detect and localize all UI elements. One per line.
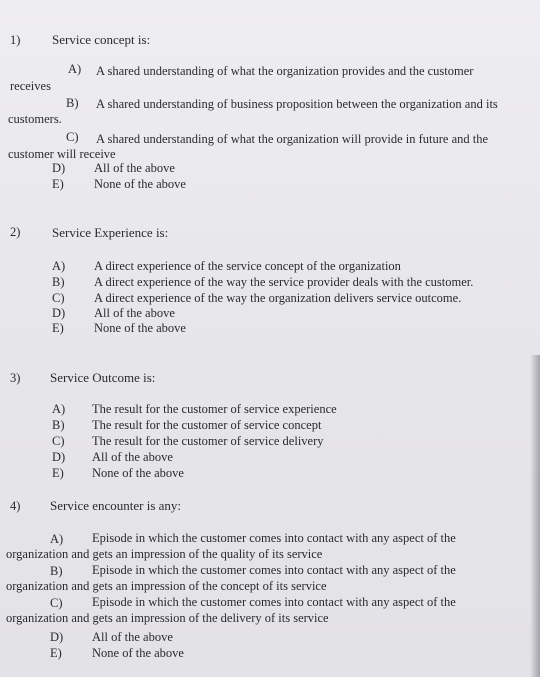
q1-option-d-letter: D) [52, 161, 66, 175]
q1-option-a-continuation: receives [10, 79, 51, 93]
q4-option-e-text: None of the above [92, 646, 184, 660]
question-4-number: 4) [10, 499, 21, 513]
q3-option-d-text: All of the above [92, 450, 173, 464]
question-1-number: 1) [10, 33, 21, 47]
q1-option-a-letter: A) [68, 62, 82, 76]
q4-option-a-continuation: organization and gets an impression of the quality of its service [6, 547, 323, 561]
question-4-stem: Service encounter is any: [50, 498, 182, 513]
q1-option-a-text: A shared understanding of what the organization provides and the customer [96, 64, 474, 78]
q3-option-c-text: The result for the customer of service delivery [92, 434, 324, 448]
q2-option-a-letter: A) [52, 259, 66, 273]
q4-option-a-letter: A) [50, 532, 64, 546]
q2-option-b-text: A direct experience of the way the service provider deals with the customer. [94, 275, 474, 289]
q2-option-e-text: None of the above [94, 321, 186, 335]
q4-option-b-continuation: organization and gets an impression of the concept of its service [6, 579, 327, 593]
q2-option-a-text: A direct experience of the service concept of the organization [94, 259, 401, 273]
q1-option-c-continuation: customer will receive [8, 147, 116, 161]
q4-option-b-letter: B) [50, 564, 63, 578]
q2-option-c-letter: C) [52, 291, 65, 305]
question-1-stem: Service concept is: [52, 32, 151, 47]
q3-option-a-text: The result for the customer of service experience [92, 402, 337, 416]
q2-option-c-text: A direct experience of the way the organization delivers service outcome. [94, 291, 462, 305]
q1-option-b-text: A shared understanding of business proposition between the organization and its [96, 97, 498, 111]
q3-option-b-text: The result for the customer of service concept [92, 418, 322, 432]
question-2-number: 2) [10, 225, 21, 239]
q2-option-d-letter: D) [52, 306, 66, 320]
q1-option-c-text: A shared understanding of what the organization will provide in future and the [96, 132, 489, 146]
q2-option-d-text: All of the above [94, 306, 175, 320]
q3-option-e-letter: E) [52, 466, 64, 480]
q1-option-e-letter: E) [52, 177, 64, 191]
q4-option-a-text: Episode in which the customer comes into contact with any aspect of the [92, 531, 456, 545]
q4-option-c-text: Episode in which the customer comes into contact with any aspect of the [92, 595, 456, 609]
q4-option-d-text: All of the above [92, 630, 173, 644]
q4-option-d-letter: D) [50, 630, 64, 644]
q4-option-c-continuation: organization and gets an impression of the delivery of its service [6, 611, 329, 625]
q1-option-c-letter: C) [66, 130, 79, 144]
page-edge-shadow [530, 355, 540, 677]
q3-option-b-letter: B) [52, 418, 65, 432]
q3-option-d-letter: D) [52, 450, 66, 464]
q4-option-b-text: Episode in which the customer comes into contact with any aspect of the [92, 563, 456, 577]
q4-option-e-letter: E) [50, 646, 62, 660]
question-3-number: 3) [10, 371, 21, 385]
q2-option-e-letter: E) [52, 321, 64, 335]
q4-option-c-letter: C) [50, 596, 63, 610]
q3-option-e-text: None of the above [92, 466, 184, 480]
question-2-stem: Service Experience is: [52, 225, 169, 240]
q1-option-b-continuation: customers. [8, 112, 62, 126]
q3-option-a-letter: A) [52, 402, 66, 416]
q1-option-b-letter: B) [66, 96, 79, 110]
q1-option-d-text: All of the above [94, 161, 175, 175]
q2-option-b-letter: B) [52, 275, 65, 289]
question-3-stem: Service Outcome is: [50, 370, 156, 385]
q3-option-c-letter: C) [52, 434, 65, 448]
q1-option-e-text: None of the above [94, 177, 186, 191]
